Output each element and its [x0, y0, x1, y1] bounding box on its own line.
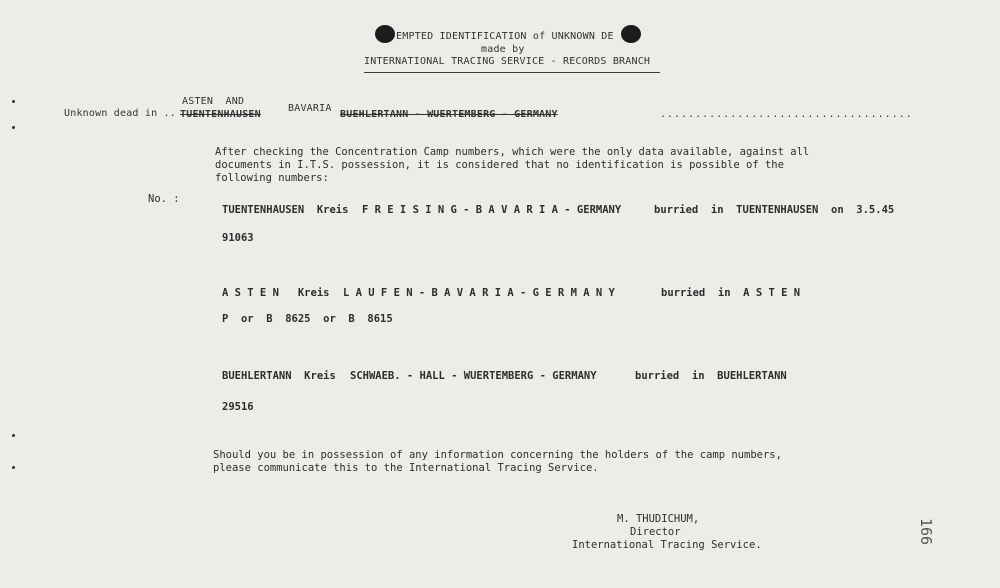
entry-2-camp-number: P or B 8625 or B 8615	[222, 313, 393, 325]
entry-1-district: F R E I S I N G - B A V A R I A - GERMANY	[362, 204, 622, 216]
locality-above-right: BAVARIA	[288, 103, 332, 114]
margin-mark	[12, 466, 15, 469]
entry-3-place: BUEHLERTANN Kreis	[222, 370, 336, 382]
intro-line-3: following numbers:	[215, 172, 329, 184]
signature-title: Director	[630, 526, 681, 538]
locality-struck-2: BUEHLERTANN - WUERTEMBERG - GERMANY	[340, 109, 558, 120]
header-made-by: made by	[481, 44, 525, 55]
entry-3-camp-number: 29516	[222, 401, 254, 413]
entry-3-burial: burried in BUEHLERTANN	[635, 370, 787, 382]
entry-3-district: SCHWAEB. - HALL - WUERTEMBERG - GERMANY	[350, 370, 597, 382]
intro-line-1: After checking the Concentration Camp numbers, which were the only data available, against all	[215, 146, 810, 158]
entry-1-place: TUENTENHAUSEN Kreis	[222, 204, 349, 216]
header-title: EMPTED IDENTIFICATION of UNKNOWN DE	[396, 31, 614, 42]
entry-1-camp-number: 91063	[222, 232, 254, 244]
locality-above-left: ASTEN AND	[182, 96, 245, 107]
entry-2-place: A S T E N Kreis	[222, 287, 330, 299]
entry-1-burial: burried in TUENTENHAUSEN on 3.5.45	[654, 204, 895, 216]
margin-mark	[12, 434, 15, 437]
locality-struck-1: TUENTENHAUSEN	[180, 109, 261, 120]
ink-blot-left	[375, 25, 395, 43]
intro-line-2: documents in I.T.S. possession, it is considered that no identification is possible of the	[215, 159, 784, 171]
header-organization: INTERNATIONAL TRACING SERVICE - RECORDS BRANCH	[364, 56, 651, 67]
margin-mark	[12, 100, 15, 103]
margin-mark	[12, 126, 15, 129]
no-label: No. :	[148, 193, 180, 205]
signature-name: M. THUDICHUM,	[617, 513, 700, 525]
header-underline	[364, 72, 660, 73]
entry-2-burial: burried in A S T E N	[661, 287, 801, 299]
signature-organization: International Tracing Service.	[572, 539, 762, 551]
closing-line-1: Should you be in possession of any information concerning the holders of the camp numbers,	[213, 449, 782, 461]
page-number-stamp: 166	[917, 518, 935, 546]
closing-line-2: please communicate this to the International Tracing Service.	[213, 462, 599, 474]
locality-label: Unknown dead in ..	[64, 108, 176, 119]
entry-2-district: L A U F E N - B A V A R I A - G E R M A N Y	[343, 287, 615, 299]
ink-blot-right	[621, 25, 641, 43]
locality-dots: ....................................	[660, 109, 913, 120]
